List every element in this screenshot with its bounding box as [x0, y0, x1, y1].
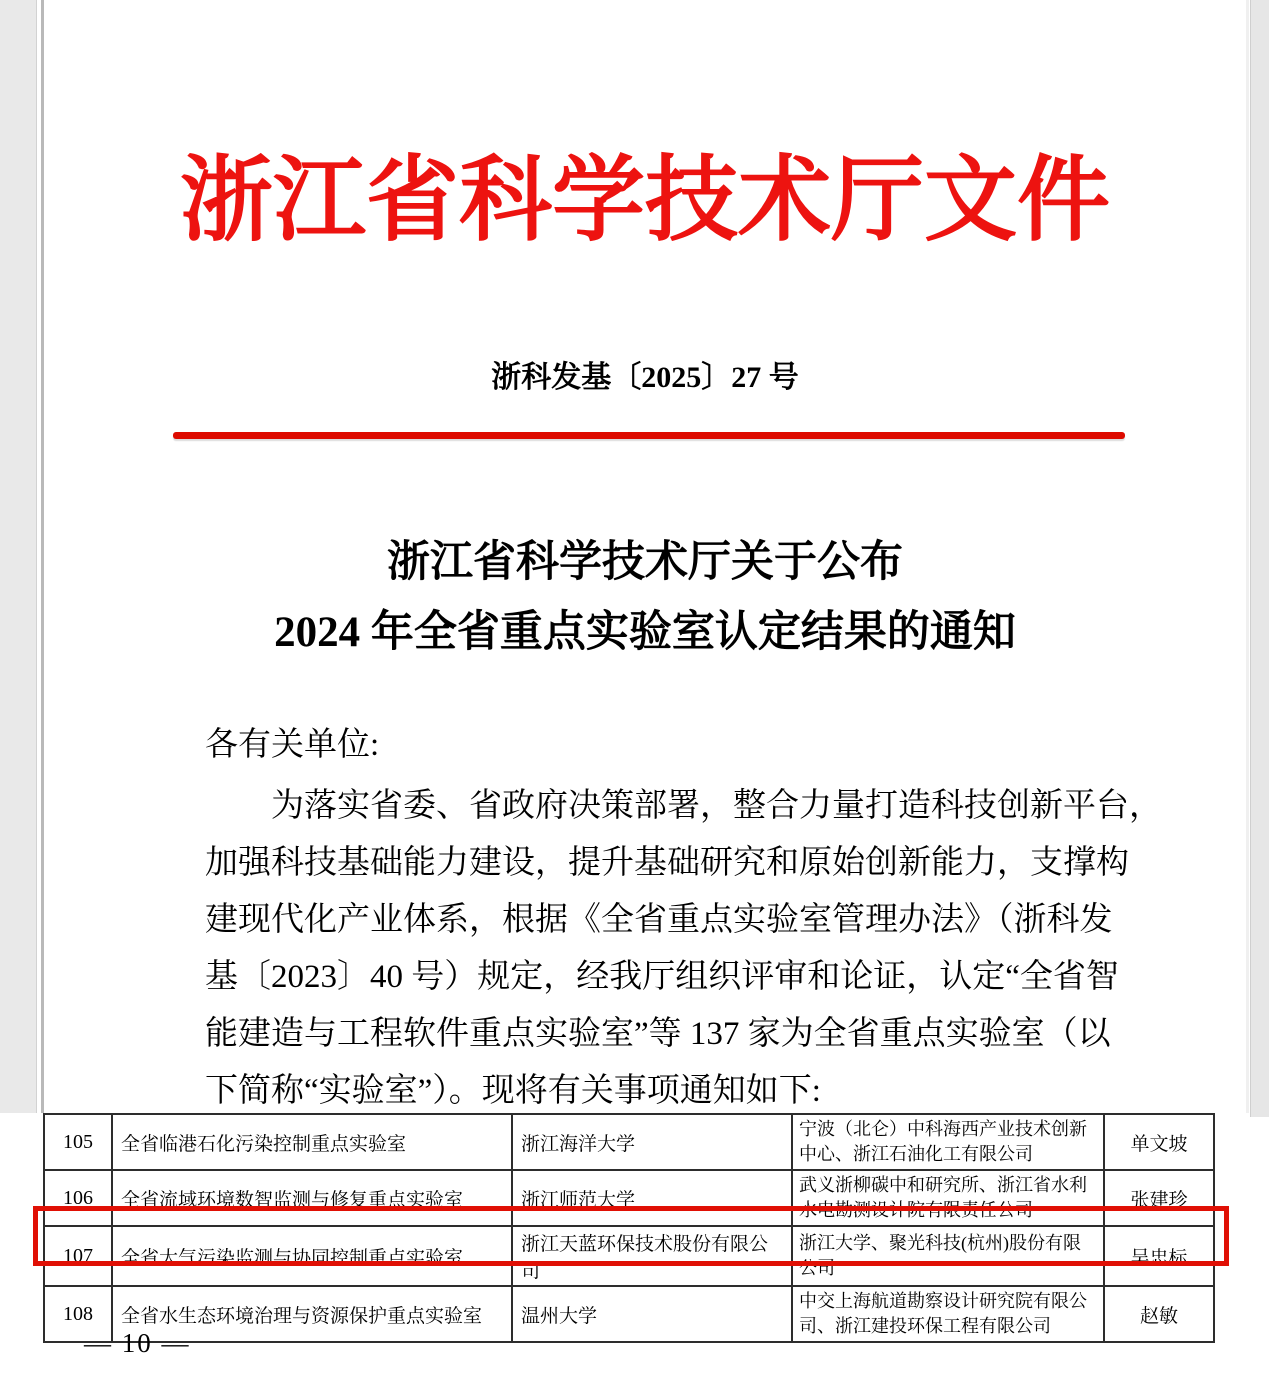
document-header-title: 浙江省科学技术厅文件 — [180, 150, 1110, 253]
body-line: 能建造与工程软件重点实验室”等 137 家为全省重点实验室（以 — [205, 1016, 1111, 1052]
cell-institution: 浙江师范大学 — [512, 1170, 792, 1226]
cell-institution: 温州大学 — [512, 1286, 792, 1342]
body-line: 建现代化产业体系，根据《全省重点实验室管理办法》（浙科发 — [205, 902, 1113, 938]
cell-director: 赵敏 — [1104, 1286, 1214, 1342]
body-line: 基〔2023〕40 号）规定，经我厅组织评审和论证，认定“全省智 — [205, 959, 1119, 995]
table-row — [44, 1170, 1214, 1226]
page-number: — 10 — — [84, 1328, 191, 1358]
cell-row-number: 107 — [44, 1226, 112, 1286]
table-row-highlighted — [44, 1226, 1214, 1286]
cell-director: 吴忠标 — [1104, 1226, 1214, 1286]
table-row — [44, 1114, 1214, 1170]
lab-results-table — [43, 1113, 1215, 1343]
cell-row-number: 108 — [44, 1286, 112, 1342]
cell-partners: 宁波（北仑）中科海西产业技术创新中心、浙江石油化工有限公司 — [792, 1114, 1104, 1170]
cell-director: 张建珍 — [1104, 1170, 1214, 1226]
cell-lab-name: 全省水生态环境治理与资源保护重点实验室 — [112, 1286, 512, 1342]
cell-row-number: 105 — [44, 1114, 112, 1170]
cell-lab-name: 全省大气污染监测与协同控制重点实验室 — [112, 1226, 512, 1286]
cell-partners: 中交上海航道勘察设计研究院有限公司、浙江建投环保工程有限公司 — [792, 1286, 1104, 1342]
cell-director: 单文坡 — [1104, 1114, 1214, 1170]
body-paragraph — [205, 778, 1162, 1120]
body-line: 为落实省委、省政府决策部署，整合力量打造科技创新平台， — [271, 788, 1162, 824]
cell-institution: 浙江海洋大学 — [512, 1114, 792, 1170]
document-number: 浙科发基〔2025〕27 号 — [491, 361, 799, 394]
cell-partners: 武义浙柳碳中和研究所、浙江省水利水电勘测设计院有限责任公司 — [792, 1170, 1104, 1226]
red-divider-rule — [173, 432, 1125, 439]
table-row — [44, 1286, 1214, 1342]
cell-lab-name: 全省流域环境数智监测与修复重点实验室 — [112, 1170, 512, 1226]
notice-title-line2: 2024 年全省重点实验室认定结果的通知 — [274, 609, 1016, 656]
cell-lab-name: 全省临港石化污染控制重点实验室 — [112, 1114, 512, 1170]
cell-row-number: 106 — [44, 1170, 112, 1226]
body-line: 加强科技基础能力建设，提升基础研究和原始创新能力，支撑构 — [205, 845, 1129, 881]
cell-institution: 浙江天蓝环保技术股份有限公司 — [512, 1226, 792, 1286]
viewer-left-margin — [0, 0, 37, 1113]
viewer-right-margin — [1250, 0, 1269, 1117]
notice-title-line1: 浙江省科学技术厅关于公布 — [387, 539, 903, 586]
salutation: 各有关单位: — [205, 727, 380, 763]
body-line: 下简称“实验室”）。现将有关事项通知如下: — [205, 1073, 821, 1109]
cell-partners: 浙江大学、聚光科技(杭州)股份有限公司 — [792, 1226, 1104, 1286]
